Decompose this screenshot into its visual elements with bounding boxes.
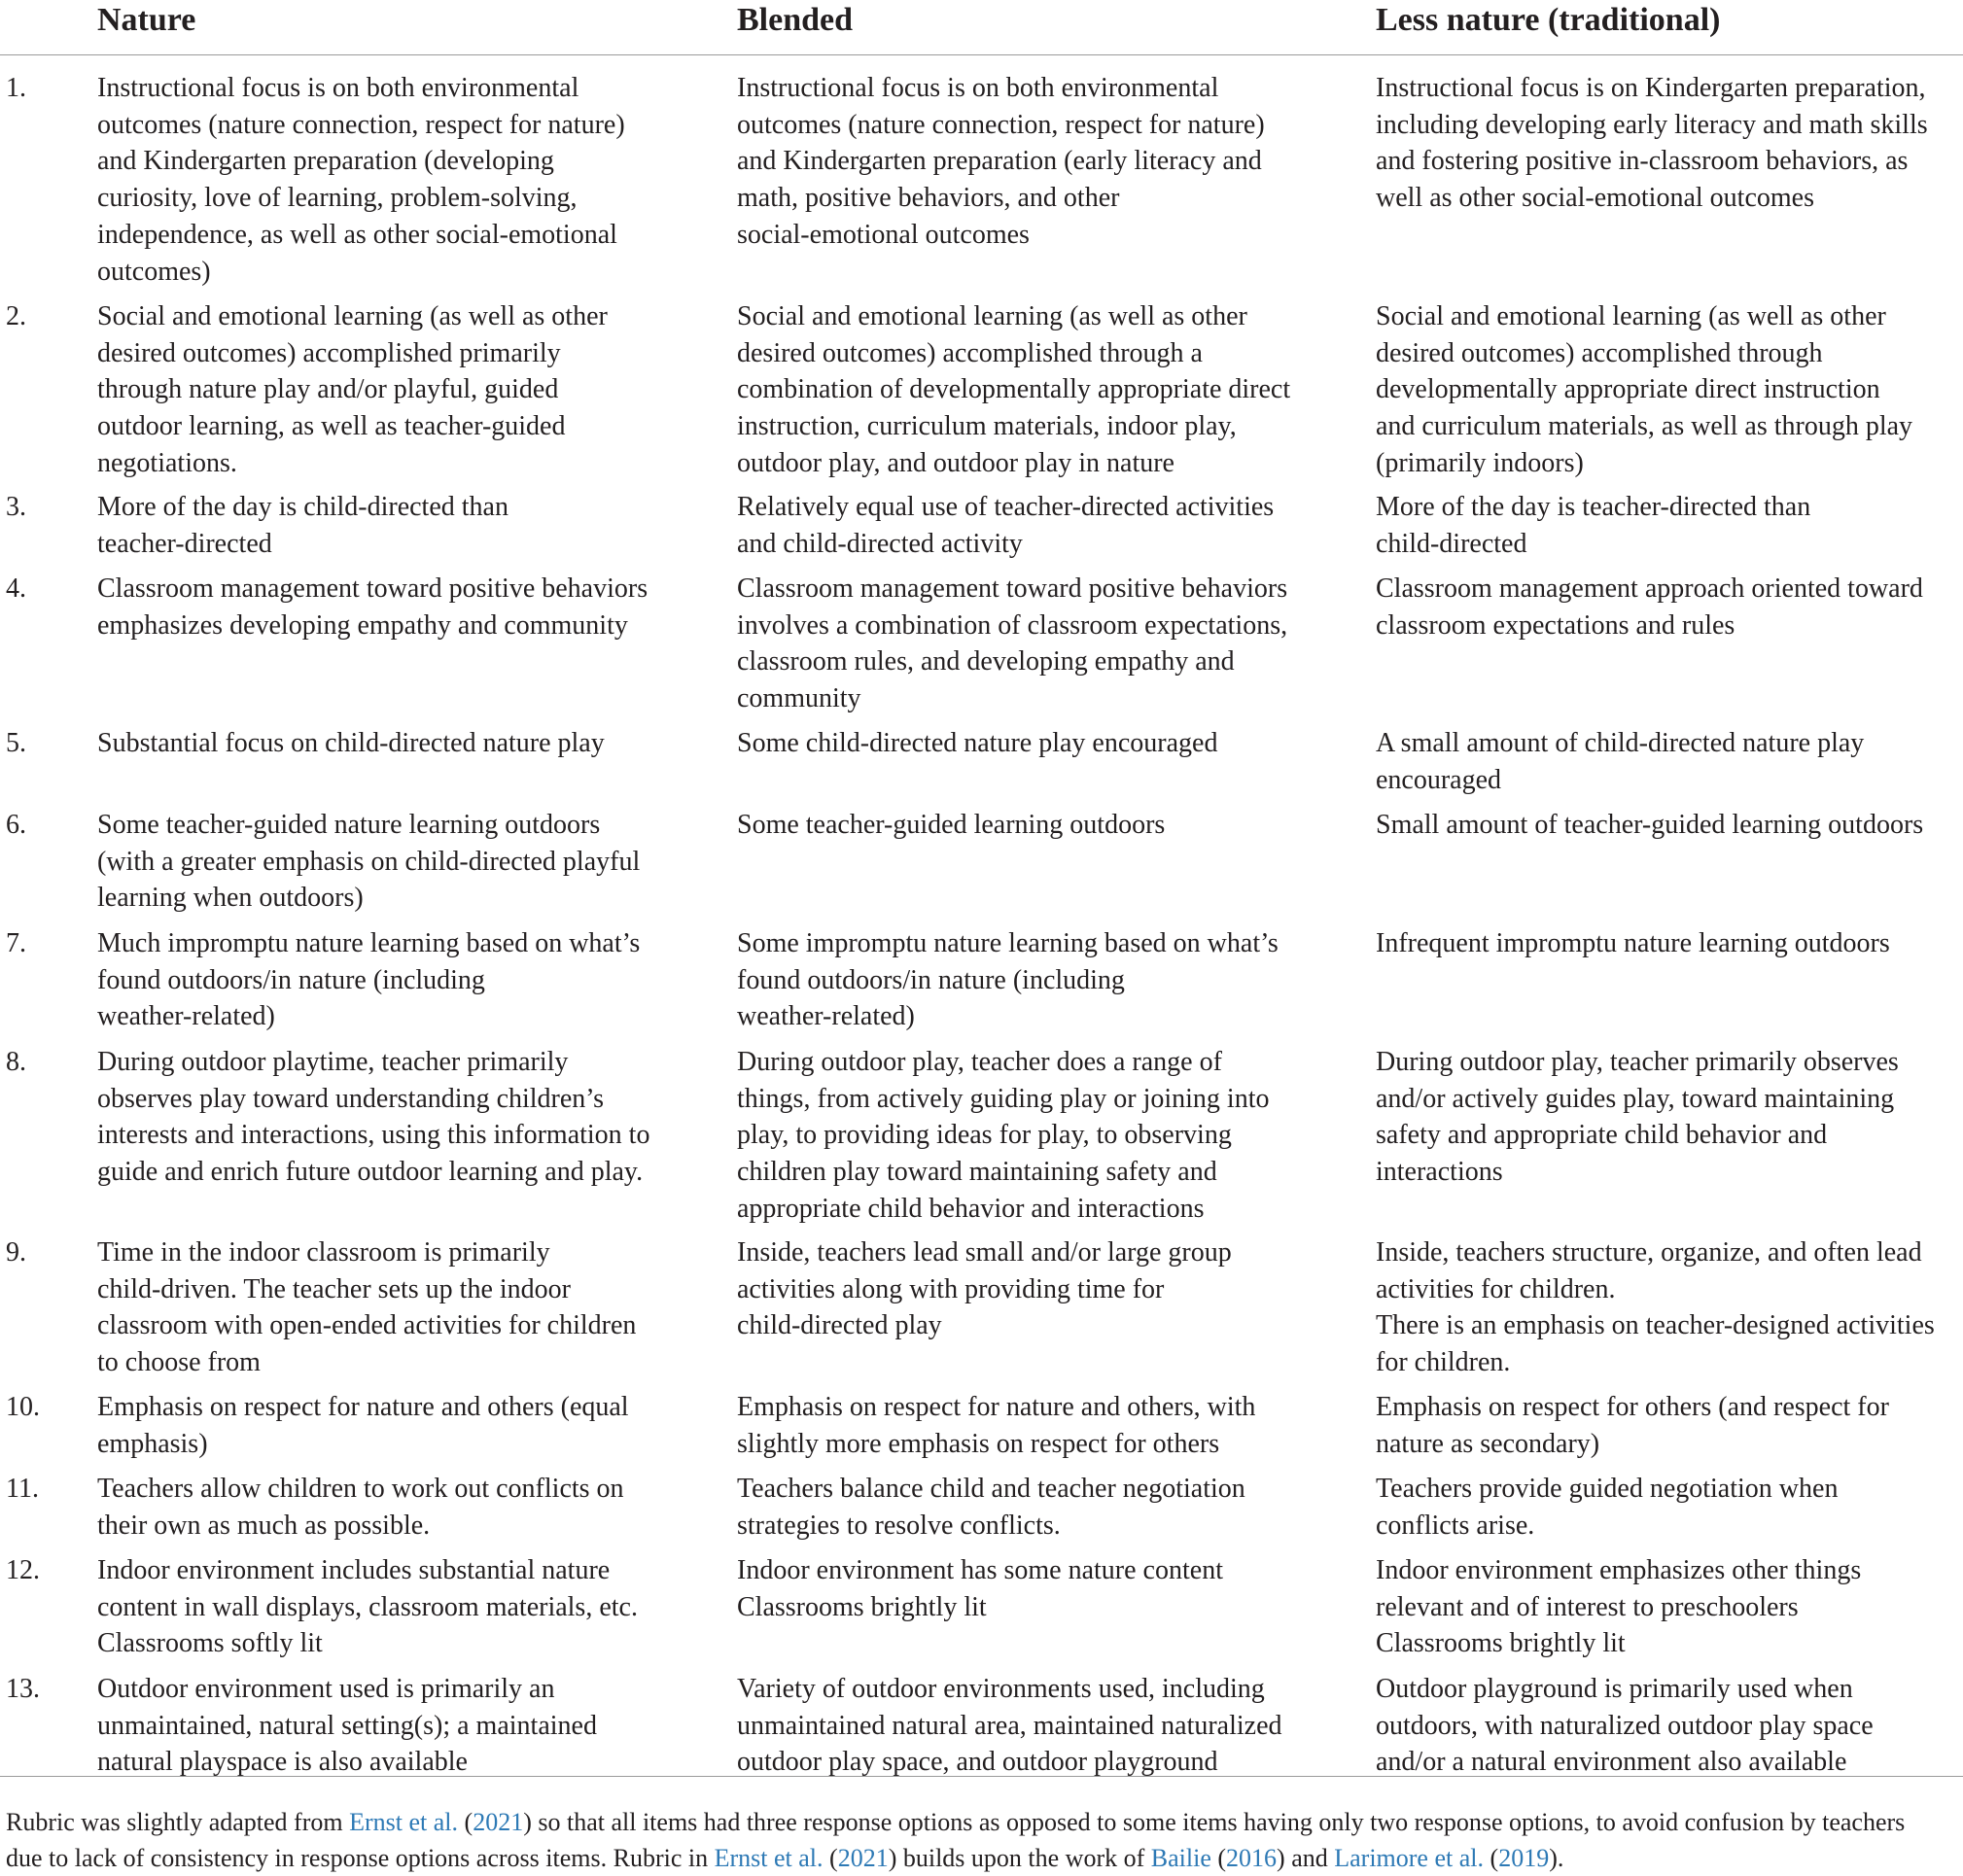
table-row bbox=[0, 1471, 1963, 1552]
row-number: 1. bbox=[6, 73, 26, 103]
citation-paren: ( bbox=[823, 1844, 838, 1872]
cell-less-nature: More of the day is teacher-directed than child-directed bbox=[1376, 492, 1811, 559]
citation-year-link[interactable]: 2021 bbox=[473, 1808, 524, 1836]
row-number: 8. bbox=[6, 1047, 26, 1077]
row-number: 9. bbox=[6, 1237, 26, 1268]
citation-year-link[interactable]: 2016 bbox=[1226, 1844, 1278, 1872]
cell-less-nature: Classroom management approach oriented toward classroom expectations and rules bbox=[1376, 573, 1923, 641]
cell-less-nature: A small amount of child-directed nature play encouraged bbox=[1376, 728, 1865, 795]
cell-blended: Indoor environment has some nature content Classrooms brightly lit bbox=[737, 1555, 1223, 1622]
table-row bbox=[0, 925, 1963, 1044]
footnote-text-part: ) builds upon the work of bbox=[888, 1844, 1151, 1872]
footnote-text-part: Rubric was slightly adapted from bbox=[6, 1808, 350, 1836]
column-header-nature: Nature bbox=[97, 2, 196, 38]
row-number: 6. bbox=[6, 810, 26, 840]
cell-blended: Variety of outdoor environments used, including unmaintained natural area, maintained naturalized outdoor play space, and outdoor playground bbox=[737, 1674, 1282, 1778]
cell-less-nature: Indoor environment emphasizes other things relevant and of interest to preschoolers Classrooms brightly lit bbox=[1376, 1555, 1862, 1659]
cell-less-nature: Infrequent impromptu nature learning outdoors bbox=[1376, 928, 1890, 958]
cell-less-nature: Emphasis on respect for others (and respect for nature as secondary) bbox=[1376, 1392, 1889, 1459]
cell-nature: Substantial focus on child-directed nature play bbox=[97, 728, 605, 758]
footnote-text-part: ) and bbox=[1277, 1844, 1335, 1872]
cell-less-nature: Inside, teachers structure, organize, and often lead activities for children. There is an emphasis on teacher-designed activities for children. bbox=[1376, 1237, 1935, 1378]
cell-blended: Some child-directed nature play encouraged bbox=[737, 728, 1218, 758]
cell-less-nature: Social and emotional learning (as well as other desired outcomes) accomplished through developmentally appropriate direct instruction and curriculum materials, as well as through play (primarily indoors) bbox=[1376, 301, 1913, 478]
table-row bbox=[0, 1389, 1963, 1471]
table-row bbox=[0, 298, 1963, 489]
footnote-text-part: ) so that all items had three response options as opposed to some items having only two response options, to avoid confusion by teachers due to lack of consistency in response options across items. Rubric in bbox=[6, 1808, 1906, 1872]
cell-blended: Relatively equal use of teacher-directed activities and child-directed activity bbox=[737, 492, 1275, 559]
cell-nature: Instructional focus is on both environmental outcomes (nature connection, respect for nature) and Kindergarten preparation (developing curiosity, love of learning, problem-solving, independence, as well as other social-emotional outcomes) bbox=[97, 73, 625, 287]
cell-nature: Time in the indoor classroom is primarily child-driven. The teacher sets up the indoor classroom with open-ended activities for children to choose from bbox=[97, 1237, 637, 1378]
row-number: 5. bbox=[6, 728, 26, 758]
row-number: 7. bbox=[6, 928, 26, 958]
cell-nature: Teachers allow children to work out conflicts on their own as much as possible. bbox=[97, 1474, 624, 1541]
cell-blended: Classroom management toward positive behaviors involves a combination of classroom expectations, classroom rules, and developing empathy and community bbox=[737, 573, 1288, 714]
table-row bbox=[0, 1044, 1963, 1234]
table-row bbox=[0, 725, 1963, 807]
cell-blended: Some impromptu nature learning based on what’s found outdoors/in nature (including weather-related) bbox=[737, 928, 1279, 1032]
cell-less-nature: Teachers provide guided negotiation when conflicts arise. bbox=[1376, 1474, 1839, 1541]
row-number: 4. bbox=[6, 573, 26, 604]
row-number: 10. bbox=[6, 1392, 40, 1422]
table-footnote bbox=[0, 1776, 1963, 1872]
row-number: 13. bbox=[6, 1674, 40, 1704]
table-row bbox=[0, 571, 1963, 725]
cell-nature: Much impromptu nature learning based on what’s found outdoors/in nature (including weather-related) bbox=[97, 928, 641, 1032]
table-row bbox=[0, 807, 1963, 925]
column-header-blended: Blended bbox=[737, 2, 854, 38]
citation-paren: ( bbox=[1484, 1844, 1499, 1872]
table-body bbox=[0, 70, 1963, 1789]
cell-blended: Instructional focus is on both environmental outcomes (nature connection, respect for nature) and Kindergarten preparation (early literacy and math, positive behaviors, and other social-emotional outcomes bbox=[737, 73, 1265, 250]
cell-nature: During outdoor playtime, teacher primarily observes play toward understanding children’s interests and interactions, using this information to guide and enrich future outdoor learning and play. bbox=[97, 1047, 650, 1188]
row-number: 3. bbox=[6, 492, 26, 522]
citation-year-link[interactable]: 2021 bbox=[837, 1844, 889, 1872]
cell-nature: Social and emotional learning (as well as other desired outcomes) accomplished primarily through nature play and/or playful, guided outdoor learning, as well as teacher-guided negotiations. bbox=[97, 301, 608, 478]
row-number: 12. bbox=[6, 1555, 40, 1585]
cell-less-nature: During outdoor play, teacher primarily observes and/or actively guides play, toward maintaining safety and appropriate child behavior and interactions bbox=[1376, 1047, 1899, 1188]
footnote-text bbox=[6, 1804, 1960, 1876]
citation-paren: ( bbox=[1210, 1844, 1227, 1872]
citation-link-ernst[interactable]: Ernst et al. bbox=[349, 1808, 459, 1836]
citation-paren: ( bbox=[458, 1808, 473, 1836]
table-header bbox=[0, 0, 1963, 55]
cell-blended: During outdoor play, teacher does a range of things, from actively guiding play or joining into play, to providing ideas for play, to observing children play toward maintaining safety and appropriate child behavior and interactions bbox=[737, 1047, 1270, 1224]
cell-less-nature: Small amount of teacher-guided learning outdoors bbox=[1376, 810, 1924, 840]
cell-blended: Inside, teachers lead small and/or large group activities along with providing time for child-directed play bbox=[737, 1237, 1232, 1341]
cell-blended: Teachers balance child and teacher negotiation strategies to resolve conflicts. bbox=[737, 1474, 1245, 1541]
table-row bbox=[0, 1234, 1963, 1389]
citation-link-ernst[interactable]: Ernst et al. bbox=[714, 1844, 824, 1872]
cell-blended: Some teacher-guided learning outdoors bbox=[737, 810, 1166, 840]
row-number: 2. bbox=[6, 301, 26, 331]
citation-link-larimore[interactable]: Larimore et al. bbox=[1334, 1844, 1485, 1872]
cell-blended: Emphasis on respect for nature and others, with slightly more emphasis on respect for others bbox=[737, 1392, 1256, 1459]
footnote-text-part: ). bbox=[1549, 1844, 1564, 1872]
cell-nature: More of the day is child-directed than teacher-directed bbox=[97, 492, 508, 559]
citation-year-link[interactable]: 2019 bbox=[1498, 1844, 1550, 1872]
column-header-less-nature: Less nature (traditional) bbox=[1376, 2, 1721, 38]
table-row bbox=[0, 1671, 1963, 1789]
cell-less-nature: Outdoor playground is primarily used when outdoors, with naturalized outdoor play space and/or a natural environment also available bbox=[1376, 1674, 1874, 1778]
citation-link-bailie[interactable]: Bailie bbox=[1150, 1844, 1211, 1872]
cell-nature: Emphasis on respect for nature and others (equal emphasis) bbox=[97, 1392, 629, 1459]
cell-nature: Classroom management toward positive behaviors emphasizes developing empathy and community bbox=[97, 573, 648, 641]
table-row bbox=[0, 489, 1963, 571]
cell-nature: Indoor environment includes substantial nature content in wall displays, classroom materials, etc. Classrooms softly lit bbox=[97, 1555, 638, 1659]
row-number: 11. bbox=[6, 1474, 39, 1504]
table-row bbox=[0, 1552, 1963, 1671]
cell-blended: Social and emotional learning (as well as other desired outcomes) accomplished through a combination of developmentally appropriate direct instruction, curriculum materials, indoor play, outdoor play, and outdoor play in nature bbox=[737, 301, 1291, 478]
cell-nature: Outdoor environment used is primarily an unmaintained, natural setting(s); a maintained natural playspace is also available bbox=[97, 1674, 597, 1778]
cell-less-nature: Instructional focus is on Kindergarten preparation, including developing early literacy and math skills and fostering positive in-classroom behaviors, as well as other social-emotional outcomes bbox=[1376, 73, 1928, 214]
cell-nature: Some teacher-guided nature learning outdoors (with a greater emphasis on child-directed playful learning when outdoors) bbox=[97, 810, 641, 914]
table-row bbox=[0, 70, 1963, 298]
